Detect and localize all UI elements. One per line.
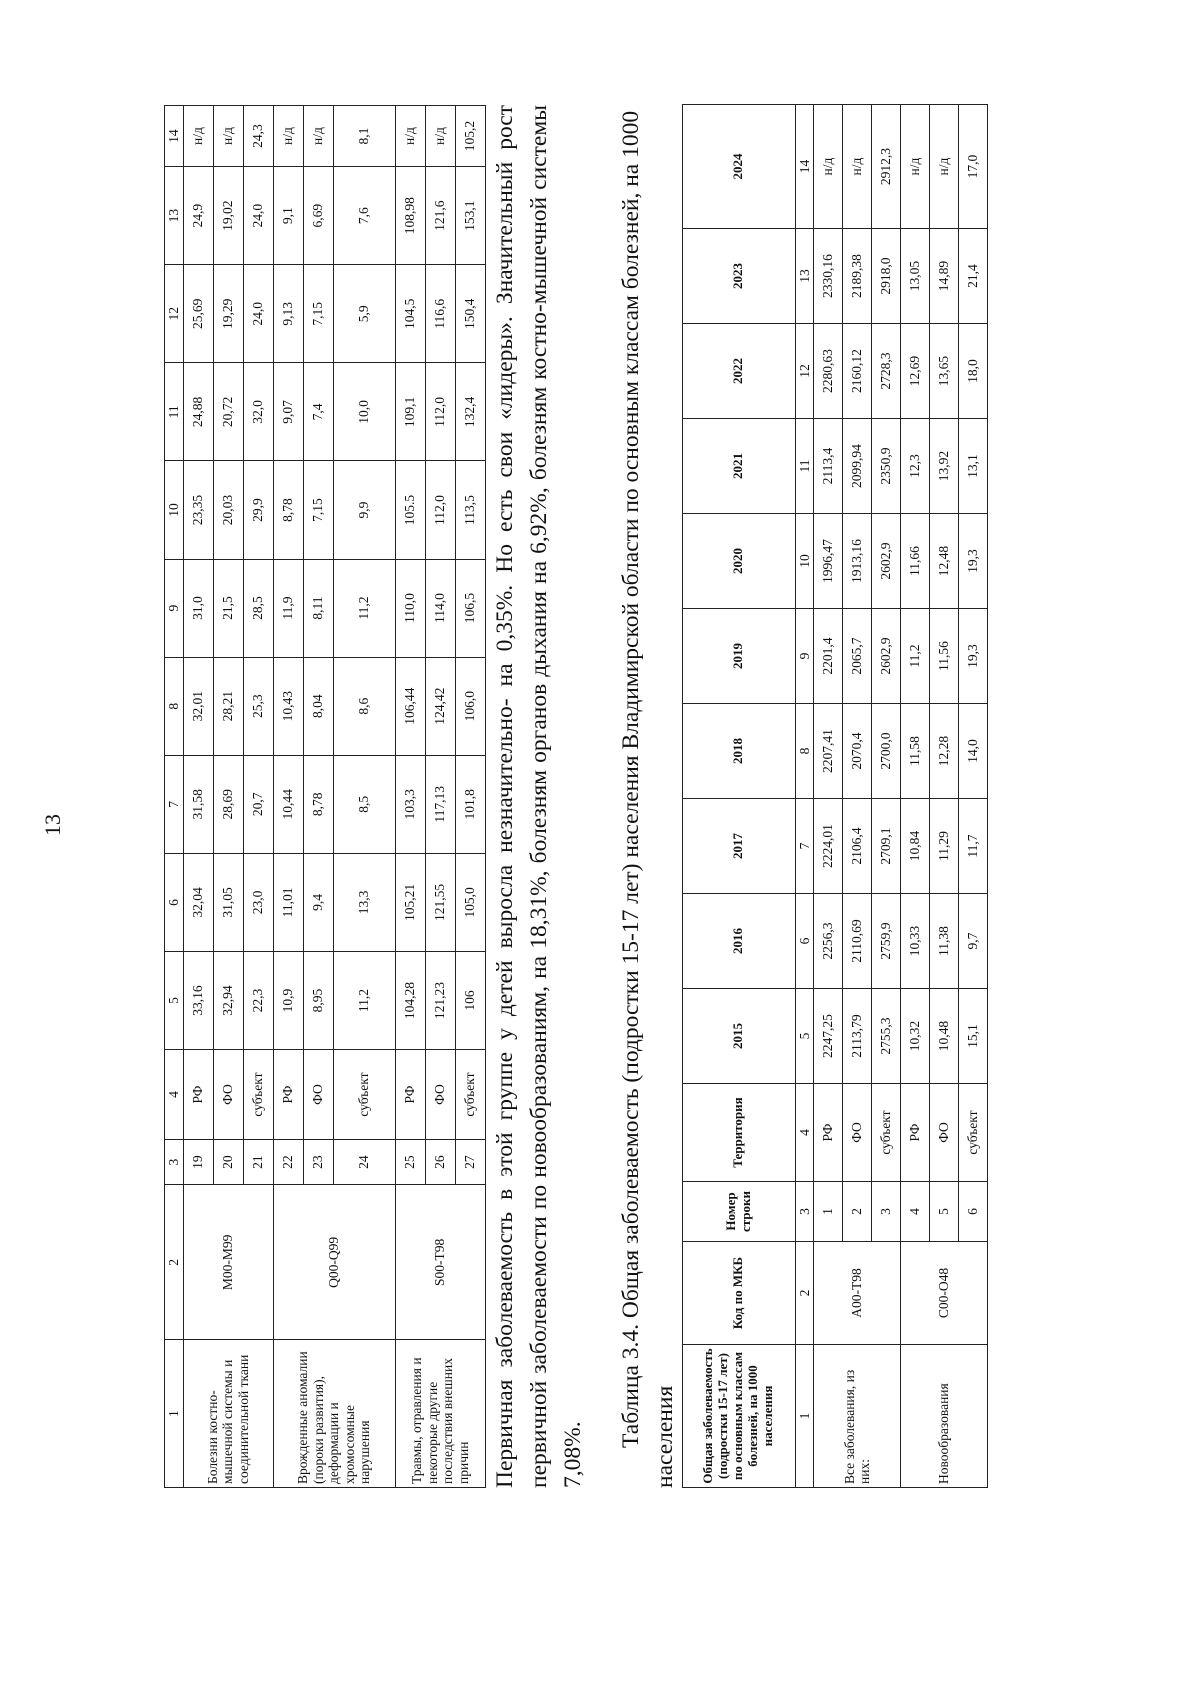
row-number-cell: 25 bbox=[395, 1139, 425, 1184]
value-cell: 28,5 bbox=[243, 559, 273, 657]
column-number-cell: 4 bbox=[795, 1084, 814, 1182]
header-cell: 5 bbox=[165, 951, 184, 1049]
territory-cell: ФО bbox=[425, 1050, 455, 1140]
value-cell: 2759,9 bbox=[872, 894, 901, 989]
column-header-cell: 2023 bbox=[682, 229, 795, 324]
value-cell: 10,48 bbox=[930, 989, 959, 1084]
value-cell: 150,4 bbox=[455, 265, 485, 363]
body-paragraph: Первичная заболеваемость в этой группе у детей выросла незначительно- на 0,35%. Но есть свои «лидеры». Значительный рост первичной заболеваемости по новообразованиям, на 18,31%, болезням органов дыхания на 6,92%, болезням костно-мышечной системы 7,08%. bbox=[491, 105, 586, 1488]
header-cell: 11 bbox=[165, 363, 184, 461]
value-cell: 29,9 bbox=[243, 461, 273, 559]
row-number-cell: 3 bbox=[872, 1182, 901, 1242]
header-cell: 6 bbox=[165, 853, 184, 951]
value-cell: 109,1 bbox=[395, 363, 425, 461]
value-cell: 7,6 bbox=[333, 167, 395, 265]
header-cell: 7 bbox=[165, 755, 184, 853]
value-cell: 2070,4 bbox=[843, 704, 872, 799]
value-cell: н/д bbox=[425, 106, 455, 167]
value-cell: 106 bbox=[455, 951, 485, 1049]
territory-cell: субъект bbox=[959, 1084, 988, 1182]
value-cell: 8,04 bbox=[303, 657, 333, 755]
rotated-content bbox=[164, 105, 1124, 1488]
value-cell: 2160,12 bbox=[843, 324, 872, 419]
value-cell: 2113,4 bbox=[814, 419, 843, 514]
table-row bbox=[814, 105, 843, 1488]
value-cell: 9,07 bbox=[273, 363, 303, 461]
value-cell: 20,7 bbox=[243, 755, 273, 853]
value-cell: 2728,3 bbox=[872, 324, 901, 419]
value-cell: н/д bbox=[901, 105, 930, 229]
value-cell: 11,2 bbox=[333, 951, 395, 1049]
value-cell: 13,05 bbox=[901, 229, 930, 324]
territory-cell: РФ bbox=[814, 1084, 843, 1182]
value-cell: н/д bbox=[395, 106, 425, 167]
territory-cell: субъект bbox=[872, 1084, 901, 1182]
column-number-cell: 7 bbox=[795, 799, 814, 894]
value-cell: 24,88 bbox=[183, 363, 213, 461]
territory-cell: субъект bbox=[455, 1050, 485, 1140]
value-cell: 24,0 bbox=[243, 167, 273, 265]
value-cell: 121,23 bbox=[425, 951, 455, 1049]
value-cell: 101,8 bbox=[455, 755, 485, 853]
value-cell: 11,9 bbox=[273, 559, 303, 657]
row-number-cell: 23 bbox=[303, 1139, 333, 1184]
column-number-cell: 6 bbox=[795, 894, 814, 989]
row-number-cell: 27 bbox=[455, 1139, 485, 1184]
value-cell: 2330,16 bbox=[814, 229, 843, 324]
value-cell: 2201,4 bbox=[814, 609, 843, 704]
column-number-cell: 14 bbox=[795, 105, 814, 229]
value-cell: 11,29 bbox=[930, 799, 959, 894]
value-cell: 19,3 bbox=[959, 514, 988, 609]
column-header-cell: 2016 bbox=[682, 894, 795, 989]
value-cell: 2189,38 bbox=[843, 229, 872, 324]
value-cell: 2918,0 bbox=[872, 229, 901, 324]
value-cell: 11,2 bbox=[901, 609, 930, 704]
value-cell: 2280,63 bbox=[814, 324, 843, 419]
value-cell: 13,92 bbox=[930, 419, 959, 514]
value-cell: 23,35 bbox=[183, 461, 213, 559]
territory-cell: ФО bbox=[303, 1050, 333, 1140]
disease-class-cell: Все заболевания, из них: bbox=[814, 1345, 901, 1488]
value-cell: 2247,25 bbox=[814, 989, 843, 1084]
value-cell: 112,0 bbox=[425, 461, 455, 559]
value-cell: 31,0 bbox=[183, 559, 213, 657]
column-header-cell: Номер строки bbox=[682, 1182, 795, 1242]
row-number-cell: 1 bbox=[814, 1182, 843, 1242]
row-number-cell: 6 bbox=[959, 1182, 988, 1242]
value-cell: 113,5 bbox=[455, 461, 485, 559]
value-cell: 6,69 bbox=[303, 167, 333, 265]
value-cell: 110,0 bbox=[395, 559, 425, 657]
value-cell: 31,05 bbox=[213, 853, 243, 951]
territory-cell: ФО bbox=[930, 1084, 959, 1182]
value-cell: 8,78 bbox=[303, 755, 333, 853]
column-number-cell: 2 bbox=[795, 1242, 814, 1345]
table-row bbox=[901, 105, 930, 1488]
value-cell: 32,01 bbox=[183, 657, 213, 755]
table-header-row bbox=[165, 106, 184, 1488]
column-header-cell: 2024 bbox=[682, 105, 795, 229]
value-cell: 10,9 bbox=[273, 951, 303, 1049]
value-cell: 2207,41 bbox=[814, 704, 843, 799]
table-3-4 bbox=[682, 104, 989, 1488]
value-cell: 5,9 bbox=[333, 265, 395, 363]
row-number-cell: 26 bbox=[425, 1139, 455, 1184]
value-cell: 8,11 bbox=[303, 559, 333, 657]
value-cell: 11,7 bbox=[959, 799, 988, 894]
table-row bbox=[183, 106, 213, 1488]
value-cell: 9,1 bbox=[273, 167, 303, 265]
value-cell: 114,0 bbox=[425, 559, 455, 657]
value-cell: 11,58 bbox=[901, 704, 930, 799]
value-cell: 8,1 bbox=[333, 106, 395, 167]
value-cell: н/д bbox=[930, 105, 959, 229]
value-cell: 33,16 bbox=[183, 951, 213, 1049]
value-cell: 10,32 bbox=[901, 989, 930, 1084]
page-number: 13 bbox=[40, 814, 65, 836]
value-cell: 13,65 bbox=[930, 324, 959, 419]
header-cell: 8 bbox=[165, 657, 184, 755]
table-header-row bbox=[682, 105, 795, 1488]
icd-code-cell: M00-M99 bbox=[183, 1185, 273, 1340]
value-cell: 124,42 bbox=[425, 657, 455, 755]
value-cell: н/д bbox=[843, 105, 872, 229]
value-cell: 25,69 bbox=[183, 265, 213, 363]
territory-cell: РФ bbox=[183, 1050, 213, 1140]
value-cell: 105,21 bbox=[395, 853, 425, 951]
value-cell: 10,33 bbox=[901, 894, 930, 989]
value-cell: 24,3 bbox=[243, 106, 273, 167]
icd-code-cell: A00-T98 bbox=[814, 1242, 901, 1345]
value-cell: 11,2 bbox=[333, 559, 395, 657]
territory-cell: РФ bbox=[901, 1084, 930, 1182]
value-cell: 2709,1 bbox=[872, 799, 901, 894]
value-cell: 1996,47 bbox=[814, 514, 843, 609]
value-cell: 12,3 bbox=[901, 419, 930, 514]
value-cell: 32,0 bbox=[243, 363, 273, 461]
value-cell: 117,13 bbox=[425, 755, 455, 853]
value-cell: 25,3 bbox=[243, 657, 273, 755]
column-header-cell: Код по МКБ bbox=[682, 1242, 795, 1345]
value-cell: 8,5 bbox=[333, 755, 395, 853]
value-cell: н/д bbox=[183, 106, 213, 167]
table-row bbox=[273, 106, 303, 1488]
territory-cell: РФ bbox=[273, 1050, 303, 1140]
column-header-cell: 2022 bbox=[682, 324, 795, 419]
value-cell: 2256,3 bbox=[814, 894, 843, 989]
row-number-cell: 2 bbox=[843, 1182, 872, 1242]
value-cell: 23,0 bbox=[243, 853, 273, 951]
header-cell: 2 bbox=[165, 1185, 184, 1340]
value-cell: 17,0 bbox=[959, 105, 988, 229]
value-cell: 153,1 bbox=[455, 167, 485, 265]
header-cell: 9 bbox=[165, 559, 184, 657]
value-cell: 22,3 bbox=[243, 951, 273, 1049]
value-cell: 9,4 bbox=[303, 853, 333, 951]
value-cell: 105,2 bbox=[455, 106, 485, 167]
value-cell: 9,13 bbox=[273, 265, 303, 363]
value-cell: 1913,16 bbox=[843, 514, 872, 609]
value-cell: 24,0 bbox=[243, 265, 273, 363]
column-header-cell: 2018 bbox=[682, 704, 795, 799]
header-cell: 1 bbox=[165, 1340, 184, 1488]
table-row bbox=[395, 106, 425, 1488]
value-cell: 2350,9 bbox=[872, 419, 901, 514]
value-cell: 15,1 bbox=[959, 989, 988, 1084]
column-number-cell: 5 bbox=[795, 989, 814, 1084]
value-cell: 11,56 bbox=[930, 609, 959, 704]
value-cell: 10,43 bbox=[273, 657, 303, 755]
value-cell: 2912,3 bbox=[872, 105, 901, 229]
value-cell: 12,28 bbox=[930, 704, 959, 799]
value-cell: 2700,0 bbox=[872, 704, 901, 799]
row-number-cell: 4 bbox=[901, 1182, 930, 1242]
value-cell: 11,01 bbox=[273, 853, 303, 951]
column-header-cell: 2020 bbox=[682, 514, 795, 609]
header-cell: 14 bbox=[165, 106, 184, 167]
row-number-cell: 21 bbox=[243, 1139, 273, 1184]
value-cell: 121,55 bbox=[425, 853, 455, 951]
value-cell: 105.5 bbox=[395, 461, 425, 559]
value-cell: 7,15 bbox=[303, 265, 333, 363]
column-header-cell: 2021 bbox=[682, 419, 795, 514]
value-cell: 8,95 bbox=[303, 951, 333, 1049]
value-cell: 24,9 bbox=[183, 167, 213, 265]
territory-cell: ФО bbox=[213, 1050, 243, 1140]
value-cell: 32,94 bbox=[213, 951, 243, 1049]
column-number-cell: 3 bbox=[795, 1182, 814, 1242]
territory-cell: субъект bbox=[243, 1050, 273, 1140]
value-cell: 28,69 bbox=[213, 755, 243, 853]
header-cell: 13 bbox=[165, 167, 184, 265]
value-cell: 7,4 bbox=[303, 363, 333, 461]
value-cell: 106,5 bbox=[455, 559, 485, 657]
column-number-cell: 13 bbox=[795, 229, 814, 324]
header-cell: 4 bbox=[165, 1050, 184, 1140]
disease-class-cell: Болезни костно-мышечной системы и соединительной ткани bbox=[183, 1340, 273, 1488]
column-header-cell: Территория bbox=[682, 1084, 795, 1182]
value-cell: 103,3 bbox=[395, 755, 425, 853]
value-cell: 106,0 bbox=[455, 657, 485, 755]
value-cell: 11,66 bbox=[901, 514, 930, 609]
column-number-cell: 10 bbox=[795, 514, 814, 609]
value-cell: 2755,3 bbox=[872, 989, 901, 1084]
header-cell: 3 bbox=[165, 1139, 184, 1184]
value-cell: 31,58 bbox=[183, 755, 213, 853]
column-number-cell: 1 bbox=[795, 1345, 814, 1488]
value-cell: 19,29 bbox=[213, 265, 243, 363]
value-cell: 12,69 bbox=[901, 324, 930, 419]
value-cell: 21,4 bbox=[959, 229, 988, 324]
value-cell: 2113,79 bbox=[843, 989, 872, 1084]
value-cell: 10,0 bbox=[333, 363, 395, 461]
value-cell: 2602,9 bbox=[872, 609, 901, 704]
value-cell: 14,0 bbox=[959, 704, 988, 799]
row-number-cell: 19 bbox=[183, 1139, 213, 1184]
value-cell: 106,44 bbox=[395, 657, 425, 755]
territory-cell: субъект bbox=[333, 1050, 395, 1140]
value-cell: 10,44 bbox=[273, 755, 303, 853]
disease-class-cell: Травмы, отравления и некоторые другие последствия внешних причин bbox=[395, 1340, 485, 1488]
value-cell: 20,72 bbox=[213, 363, 243, 461]
row-number-cell: 5 bbox=[930, 1182, 959, 1242]
column-header-cell: 2017 bbox=[682, 799, 795, 894]
value-cell: н/д bbox=[814, 105, 843, 229]
value-cell: 12,48 bbox=[930, 514, 959, 609]
value-cell: 105,0 bbox=[455, 853, 485, 951]
row-number-cell: 20 bbox=[213, 1139, 243, 1184]
column-number-cell: 11 bbox=[795, 419, 814, 514]
column-header-cell: 2015 bbox=[682, 989, 795, 1084]
column-number-cell: 8 bbox=[795, 704, 814, 799]
value-cell: 10,84 bbox=[901, 799, 930, 894]
value-cell: 2065,7 bbox=[843, 609, 872, 704]
value-cell: 8,78 bbox=[273, 461, 303, 559]
table-caption: Таблица 3.4. Общая заболеваемость (подростки 15-17 лет) населения Владимирской области по основным классам болезней, на 1000 населения bbox=[617, 110, 678, 1488]
value-cell: 132,4 bbox=[455, 363, 485, 461]
value-cell: 108,98 bbox=[395, 167, 425, 265]
table-morbidity-continued bbox=[164, 105, 486, 1488]
icd-code-cell: C00-O48 bbox=[901, 1242, 988, 1345]
row-number-cell: 24 bbox=[333, 1139, 395, 1184]
value-cell: 2602,9 bbox=[872, 514, 901, 609]
value-cell: 9,7 bbox=[959, 894, 988, 989]
value-cell: 2106,4 bbox=[843, 799, 872, 894]
value-cell: 104,28 bbox=[395, 951, 425, 1049]
value-cell: 19,02 bbox=[213, 167, 243, 265]
icd-code-cell: S00-T98 bbox=[395, 1185, 485, 1340]
value-cell: 13,3 bbox=[333, 853, 395, 951]
value-cell: 21,5 bbox=[213, 559, 243, 657]
value-cell: 20,03 bbox=[213, 461, 243, 559]
value-cell: 2224,01 bbox=[814, 799, 843, 894]
value-cell: н/д bbox=[273, 106, 303, 167]
value-cell: 9,9 bbox=[333, 461, 395, 559]
disease-class-cell: Новообразования bbox=[901, 1345, 988, 1488]
row-number-cell: 22 bbox=[273, 1139, 303, 1184]
column-number-cell: 9 bbox=[795, 609, 814, 704]
value-cell: 8,6 bbox=[333, 657, 395, 755]
value-cell: 32,04 bbox=[183, 853, 213, 951]
column-header-cell: 2019 bbox=[682, 609, 795, 704]
value-cell: н/д bbox=[303, 106, 333, 167]
column-header-cell: Общая заболеваемость (подростки 15-17 лет) по основным классам болезней, на 1000 населения bbox=[682, 1345, 795, 1488]
value-cell: 28,21 bbox=[213, 657, 243, 755]
territory-cell: РФ bbox=[395, 1050, 425, 1140]
value-cell: 7,15 bbox=[303, 461, 333, 559]
icd-code-cell: Q00-Q99 bbox=[273, 1185, 395, 1340]
value-cell: 14,89 bbox=[930, 229, 959, 324]
value-cell: 104,5 bbox=[395, 265, 425, 363]
value-cell: 18,0 bbox=[959, 324, 988, 419]
value-cell: 112,0 bbox=[425, 363, 455, 461]
territory-cell: ФО bbox=[843, 1084, 872, 1182]
table-number-row bbox=[795, 105, 814, 1488]
column-number-cell: 12 bbox=[795, 324, 814, 419]
value-cell: 13,1 bbox=[959, 419, 988, 514]
disease-class-cell: Врожденные аномалии (пороки развития), деформации и хромосомные нарушения bbox=[273, 1340, 395, 1488]
header-cell: 10 bbox=[165, 461, 184, 559]
value-cell: н/д bbox=[213, 106, 243, 167]
value-cell: 121,6 bbox=[425, 167, 455, 265]
value-cell: 2110,69 bbox=[843, 894, 872, 989]
value-cell: 19,3 bbox=[959, 609, 988, 704]
value-cell: 116,6 bbox=[425, 265, 455, 363]
value-cell: 11,38 bbox=[930, 894, 959, 989]
header-cell: 12 bbox=[165, 265, 184, 363]
value-cell: 2099,94 bbox=[843, 419, 872, 514]
